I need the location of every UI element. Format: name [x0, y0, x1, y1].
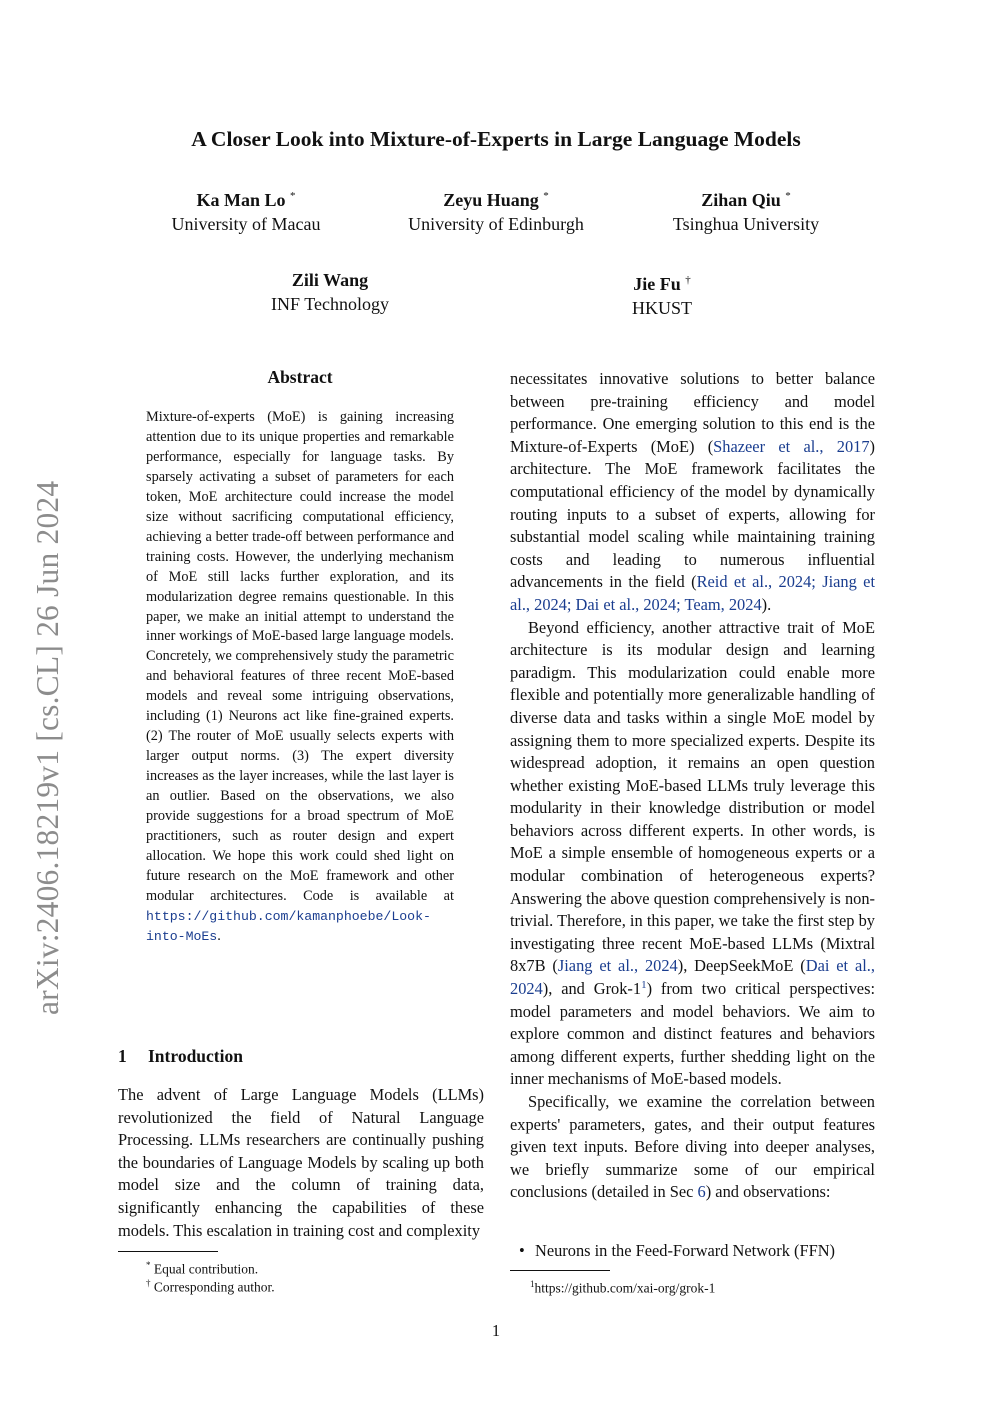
author-block	[646, 184, 846, 236]
code-link[interactable]: https://github.com/kamanphoebe/Look-into-MoEs	[146, 908, 431, 944]
text-run: ), and Grok-1	[542, 979, 642, 999]
citation-link[interactable]: Jiang et al., 2024	[557, 956, 678, 976]
right-paragraph-1	[510, 368, 875, 617]
author-mark: *	[290, 190, 296, 202]
text-run: Beyond efficiency, another attractive trait of MoE architecture is its modular design and learning paradigm. This modularization could enable more flexible and potentially more generalizable handling of diverse data and tasks within a single MoE model by assigning them to more specialized experts. Despite its widespread adoption, it remains an open question whether existing MoE-based LLMs truly leverage this modularity in their knowledge distribution or model behaviors across different experts. In other words, is MoE a simple ensemble of homogeneous experts or a modular combination of heterogeneous experts? Answering the above question comprehensively is non-trivial. Therefore, in this paper, we take the first step by investigating three recent MoE-based LLMs (Mixtral 8x7B (	[510, 617, 875, 976]
author-mark: *	[785, 190, 791, 202]
section-heading	[118, 1046, 243, 1067]
footnote-rule	[510, 1270, 610, 1271]
footnote-text: Equal contribution.	[153, 1261, 259, 1277]
section-link[interactable]: 6	[697, 1182, 706, 1202]
text-run: ) architecture. The MoE framework facilitates the computational efficiency of the model by dynamically routing inputs to a subset of experts, allowing for substantial model scaling while maintaining training costs and leading to numerous influential advancements in the field (	[510, 436, 875, 592]
abstract-end: .	[217, 927, 221, 944]
footnote-text: Corresponding author.	[153, 1279, 275, 1295]
text-run: ) from two critical perspectives: model parameters and model behaviors. We aim to explore common and distinct features and behaviors among different experts, further shedding light on the inner mechanisms of MoE-based models.	[510, 979, 875, 1089]
page-number: 1	[491, 1321, 501, 1340]
arxiv-identifier: arXiv:2406.18219v1 [cs.CL] 26 Jun 2024	[30, 480, 65, 1015]
text-run: Specifically, we examine the correlation between experts' parameters, gates, and their output features given text inputs. Before diving into deeper analyses, we briefly summarize some of our empirical conclusions (detailed in Sec	[510, 1092, 875, 1202]
text-run: necessitates innovative solutions to better balance between pre-training efficiency and model performance. One emerging solution to this end is the Mixture-of-Experts (MoE) (	[510, 369, 875, 456]
author-affiliation: Tsinghua University	[672, 214, 820, 234]
footnote-mark: *	[146, 1260, 151, 1270]
footnote-rule	[118, 1251, 218, 1252]
author-block	[386, 184, 606, 236]
author-affiliation: INF Technology	[271, 294, 389, 314]
paper-title: A Closer Look into Mixture-of-Experts in Large Language Models	[191, 127, 801, 151]
intro-paragraph: The advent of Large Language Models (LLMs) revolutionized the field of Natural Language Processing. LLMs researchers are continually pushing the boundaries of Language Models by scaling up both model size and the column of training data, significantly enhancing the capabilities of these models. This escalation in training cost and complexity	[118, 1085, 484, 1240]
abstract-body	[146, 408, 454, 947]
citation-link[interactable]: Shazeer et al., 2017	[713, 436, 870, 456]
author-affiliation: HKUST	[631, 298, 692, 318]
text-run: ), DeepSeekMoE (	[677, 956, 806, 976]
right-paragraph-3	[510, 1091, 875, 1204]
section-title: Introduction	[148, 1046, 243, 1066]
footnote-url[interactable]: https://github.com/xai-org/grok-1	[534, 1280, 716, 1296]
text-run: ).	[761, 594, 772, 614]
citation-link[interactable]: Dai et al., 2024	[510, 956, 876, 999]
footnote-link[interactable]: 1	[641, 979, 647, 992]
author-name: Jie Fu	[633, 274, 681, 294]
right-paragraph-2	[510, 617, 875, 1091]
footnote-mark: 1	[530, 1279, 535, 1289]
bullet-dot: •	[519, 1241, 525, 1260]
footnote-corresponding	[146, 1274, 275, 1297]
author-block	[146, 184, 346, 236]
footnote-mark: †	[146, 1278, 151, 1288]
bullet-text: Neurons in the Feed-Forward Network (FFN)	[535, 1241, 835, 1260]
author-name: Ka Man Lo	[196, 190, 286, 210]
footnote-grok	[530, 1275, 715, 1298]
author-affiliation: University of Edinburgh	[408, 214, 584, 234]
author-name: Zeyu Huang	[443, 190, 539, 210]
bullet-item	[519, 1240, 835, 1262]
right-column	[510, 368, 875, 1204]
author-affiliation: University of Macau	[171, 214, 321, 234]
author-block	[562, 268, 762, 320]
author-name: Zihan Qiu	[701, 190, 781, 210]
author-mark: *	[543, 190, 549, 202]
section-number: 1	[118, 1046, 127, 1066]
text-run: ) and observations:	[705, 1182, 831, 1202]
abstract-text: Mixture-of-experts (MoE) is gaining increasing attention due to its unique properties and remarkable performance, especially for language tasks. By sparsely activating a subset of parameters for each token, MoE architecture could increase the model size without sacrificing computational efficiency, achieving a better trade-off between performance and training costs. However, the underlying mechanism of MoE still lacks further exploration, and its modularization degree remains questionable. In this paper, we make an initial attempt to understand the inner workings of MoE-based large language models. Concretely, we comprehensively study the parametric and behavioral features of three recent MoE-based models and reveal some intriguing observations, including (1) Neurons act like fine-grained experts. (2) The router of MoE usually selects experts with larger output norms. (3) The expert diversity increases as the layer increases, while the last layer is an outlier. Based on the observations, we also provide suggestions for a broad spectrum of MoE practitioners, such as router design and expert allocation. We hope this work could shed light on future research on the MoE framework and other modular architectures. Code is available at	[146, 409, 454, 904]
citation-link[interactable]: Reid et al., 2024; Jiang et al., 2024; Dai et al., 2024; Team, 2024	[510, 572, 876, 614]
author-block	[230, 268, 430, 316]
abstract-heading: Abstract	[267, 367, 333, 387]
author-name: Zili Wang	[291, 270, 369, 290]
author-mark: †	[685, 274, 691, 286]
